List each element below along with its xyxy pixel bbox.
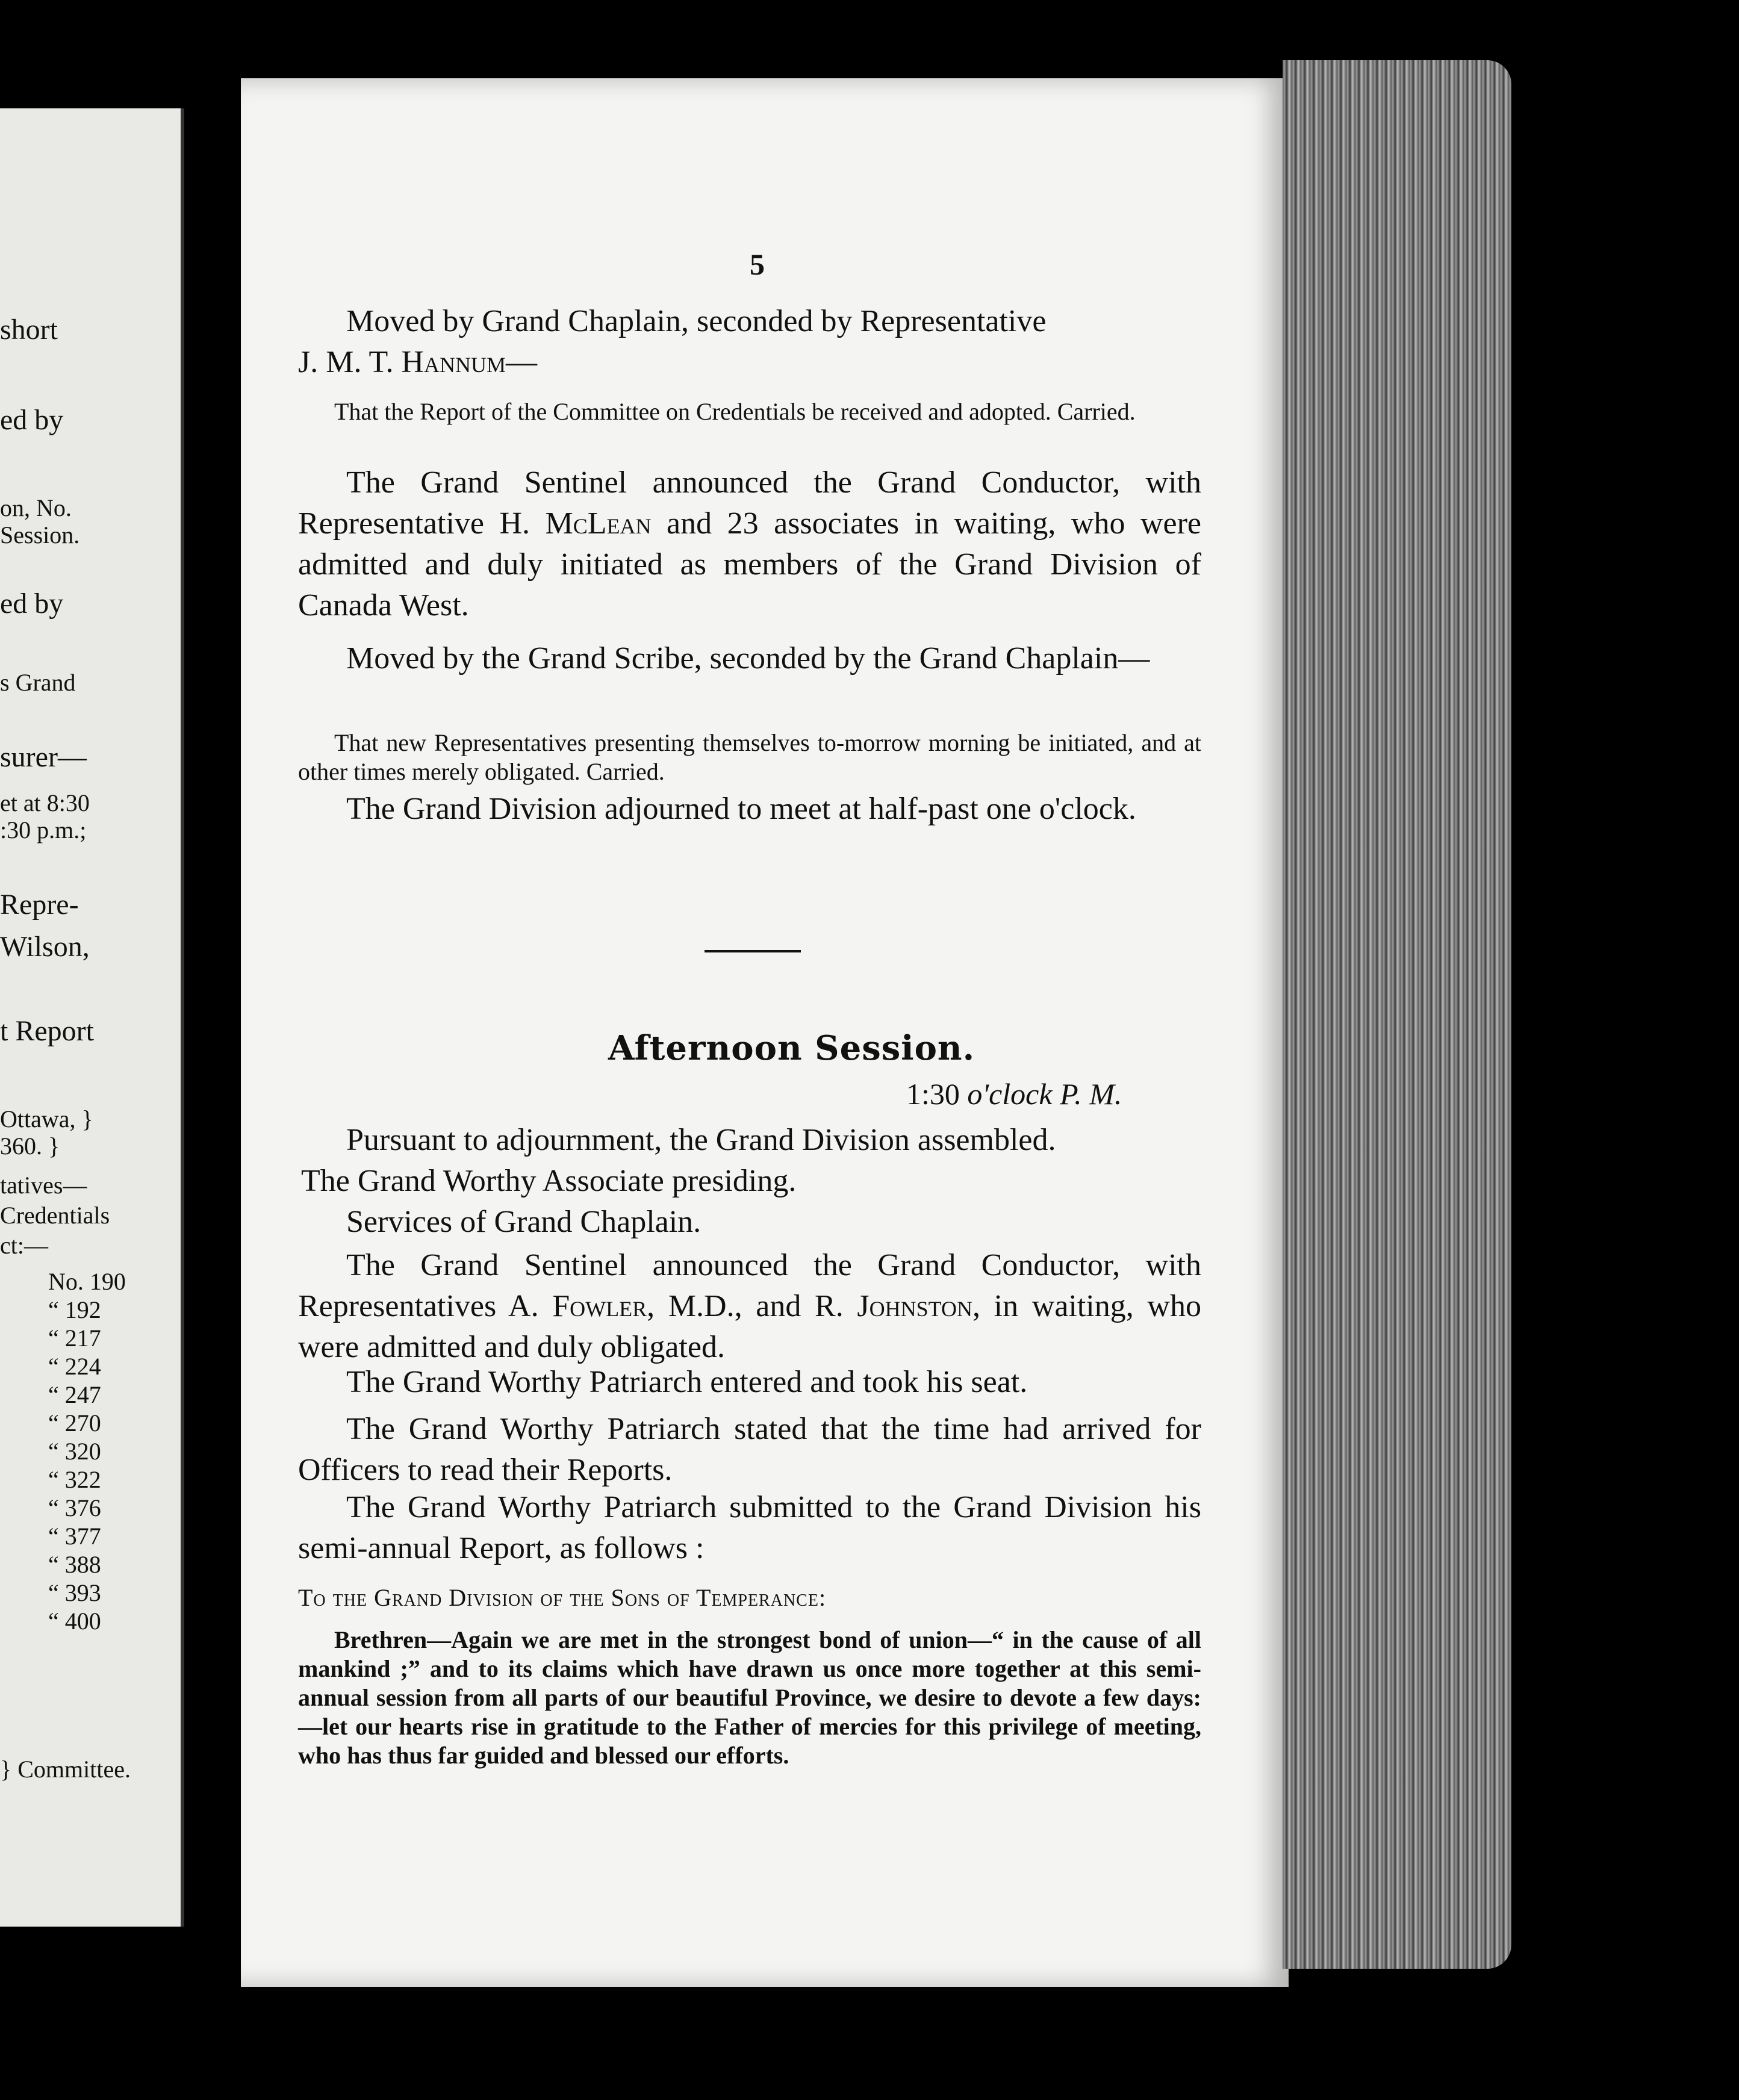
paragraph-moved-line2: J. M. T. Hannum— xyxy=(298,345,537,379)
paragraph-presiding: The Grand Worthy Associate presiding. xyxy=(301,1164,797,1198)
left-page-line: ct:— xyxy=(0,1232,48,1259)
left-page-line: ed by xyxy=(0,588,64,620)
left-page-line: 360. } xyxy=(0,1132,60,1160)
left-page-line: } Committee. xyxy=(0,1756,131,1783)
paragraph-sentinel-announcement: The Grand Sentinel announced the Grand Conductor, with Representative H. McLean and 23 associates in waiting, who were admitted and duly initiated as members of the Grand Division of Canada West. xyxy=(298,465,1202,623)
left-page-number: “ 377 xyxy=(48,1523,101,1550)
left-page-number: No. 190 xyxy=(48,1268,126,1295)
paragraph-moved-scribe: Moved by the Grand Scribe, seconded by the Grand Chaplain— xyxy=(346,641,1150,676)
paragraph-submitted-report: The Grand Worthy Patriarch submitted to the Grand Division his semi-annual Report, as follows : xyxy=(298,1490,1201,1565)
left-page-line: Wilson, xyxy=(0,931,90,963)
paragraph-sentinel-second: The Grand Sentinel announced the Grand Conductor, with Representatives A. Fowler, M.D., and R. Johnston, in waiting, who were admitted and duly obligated. xyxy=(298,1248,1201,1364)
paragraph-pursuant: Pursuant to adjournment, the Grand Division assembled. xyxy=(346,1123,1056,1157)
left-page-line: Repre- xyxy=(0,889,79,921)
left-page-number: “ 270 xyxy=(48,1409,101,1437)
left-page-line: :30 p.m.; xyxy=(0,816,87,843)
resolution-new-representatives: That new Representatives presenting themselves to-morrow morning be initiated, and at other times merely obligated. Carried. xyxy=(298,729,1201,785)
paragraph-took-seat: The Grand Worthy Patriarch entered and took his seat. xyxy=(346,1365,1028,1399)
left-page-line: surer— xyxy=(0,741,87,773)
left-page-number: “ 388 xyxy=(48,1551,101,1578)
resolution-credentials: That the Report of the Committee on Credentials be received and adopted. Carried. xyxy=(334,398,1136,425)
left-page xyxy=(0,108,184,1927)
left-page-line: Ottawa, } xyxy=(0,1105,93,1132)
left-page-line: t Report xyxy=(0,1015,94,1047)
left-page-number: “ 217 xyxy=(48,1325,101,1352)
left-page-line: Session. xyxy=(0,521,80,548)
left-page-number: “ 376 xyxy=(48,1494,101,1521)
left-page-line: on, No. xyxy=(0,494,72,521)
left-page-number: “ 322 xyxy=(48,1466,101,1493)
paragraph-adjourned: The Grand Division adjourned to meet at half-past one o'clock. xyxy=(346,792,1136,826)
left-page-number: “ 247 xyxy=(48,1381,101,1408)
left-page-number: “ 400 xyxy=(48,1608,101,1635)
paragraph-time-arrived: The Grand Worthy Patriarch stated that the time had arrived for Officers to read their Reports. xyxy=(298,1412,1201,1487)
left-page-line: short xyxy=(0,314,58,346)
left-page-line: tatives— xyxy=(0,1172,87,1199)
paragraph-services: Services of Grand Chaplain. xyxy=(346,1205,702,1239)
report-address: To the Grand Division of the Sons of Temperance: xyxy=(298,1584,827,1611)
left-page-number: “ 224 xyxy=(48,1353,101,1380)
page-number: 5 xyxy=(750,247,765,281)
left-page-line: s Grand xyxy=(0,669,76,696)
left-page-line: ed by xyxy=(0,404,64,436)
left-page-number: “ 320 xyxy=(48,1438,101,1465)
paragraph-moved-line1: Moved by Grand Chaplain, seconded by Representative xyxy=(346,304,1047,338)
left-page-line: Credentials xyxy=(0,1202,110,1229)
book-page-edges xyxy=(1283,60,1511,1969)
report-body: Brethren—Again we are met in the strongest bond of union—“ in the cause of all mankind ;” and to its claims which have drawn us once more together at this semi-annual session from all parts of our beautiful Province, we desire to devote a few days:—let our hearts rise in gratitude to the Father of mercies for this privilege of meeting, who has thus far guided and blessed our efforts. xyxy=(298,1626,1201,1769)
section-heading: Afternoon Session. xyxy=(608,1028,975,1068)
left-page-number: “ 393 xyxy=(48,1579,101,1606)
session-time: 1:30 o'clock P. M. xyxy=(906,1077,1122,1111)
section-divider xyxy=(705,950,801,952)
left-page-line: et at 8:30 xyxy=(0,789,90,816)
left-page-number: “ 192 xyxy=(48,1296,101,1323)
